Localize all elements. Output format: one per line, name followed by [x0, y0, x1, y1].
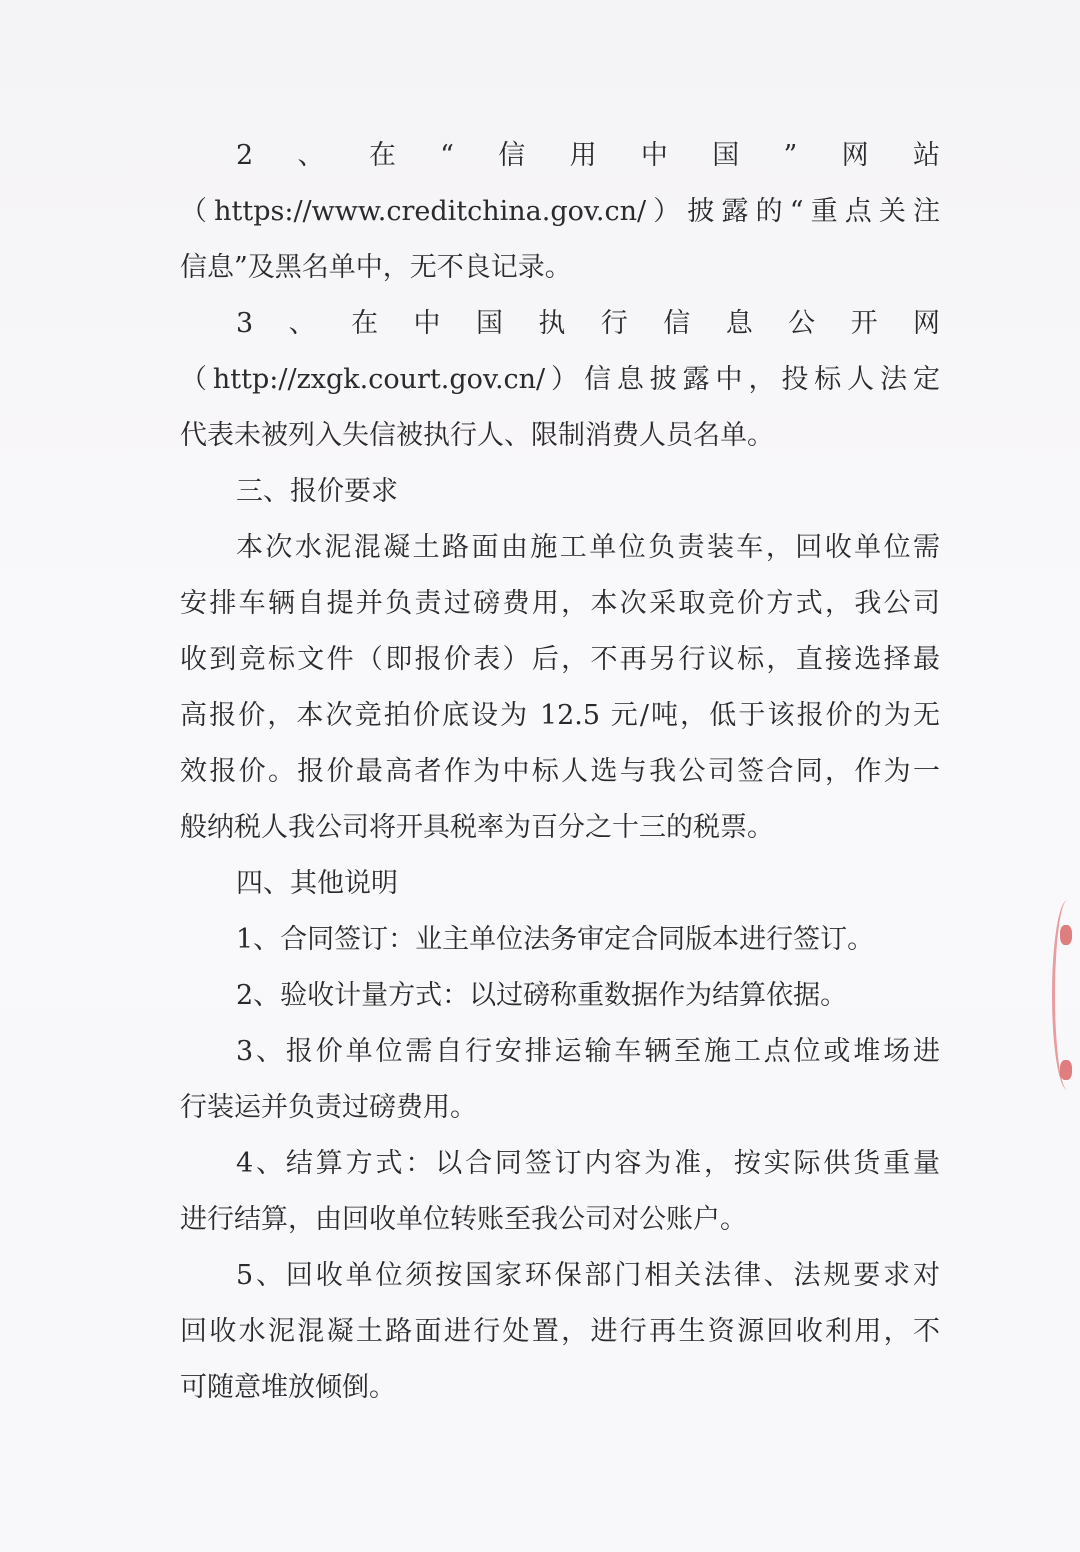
item3-char: 息 — [725, 308, 753, 339]
item3-char: 3 — [236, 308, 254, 339]
item2-char: “ — [440, 140, 454, 171]
section4-item-2: 2、验收计量方式：以过磅称重数据作为结算依据。 — [236, 980, 848, 1011]
section4-item-5-line-2: 回收水泥混凝土路面进行处置，进行再生资源回收利用，不 — [180, 1316, 940, 1347]
item3-char: 网 — [913, 308, 940, 339]
item2-char: 信 — [498, 140, 526, 171]
item2-line-2: （https://www.creditchina.gov.cn/）披露的“重点关注 — [180, 196, 940, 227]
section4-item-4-line-2: 进行结算，由回收单位转账至我公司对公账户。 — [180, 1204, 747, 1235]
item3-char: 在 — [351, 308, 379, 339]
item2-char: 网 — [841, 140, 869, 171]
section4-item-5-line-3: 可随意堆放倾倒。 — [180, 1372, 396, 1403]
item2-line-3: 信息”及黑名单中，无不良记录。 — [180, 252, 572, 283]
section4-item-3-line-2: 行装运并负责过磅费用。 — [180, 1092, 477, 1123]
item3-line-2: （http://zxgk.court.gov.cn/）信息披露中，投标人法定 — [180, 364, 940, 395]
section3-line: 高报价，本次竞拍价底设为 12.5 元/吨，低于该报价的为无 — [180, 700, 940, 731]
seal-stamp-mark — [1060, 925, 1072, 945]
document-body — [180, 128, 940, 1416]
section3-line: 效报价。报价最高者作为中标人选与我公司签合同，作为一 — [180, 756, 940, 787]
section3-line: 般纳税人我公司将开具税率为百分之十三的税票。 — [180, 812, 774, 843]
item2-char: 在 — [368, 140, 396, 171]
item2-char: 2 — [236, 140, 254, 171]
item3-char: 中 — [413, 308, 441, 339]
section4-heading: 四、其他说明 — [236, 868, 398, 899]
section4-item-1: 1、合同签订：业主单位法务审定合同版本进行签订。 — [236, 924, 875, 955]
item3-heading-line — [180, 296, 940, 352]
item3-char: 执 — [538, 308, 566, 339]
item2-heading-line — [180, 128, 940, 184]
section3-heading: 三、报价要求 — [236, 476, 398, 507]
item3-char: 公 — [788, 308, 816, 339]
seal-stamp-mark — [1060, 1060, 1072, 1080]
item2-char: 中 — [640, 140, 668, 171]
section4-item-5-line-1: 5、回收单位须按国家环保部门相关法律、法规要求对 — [236, 1260, 940, 1291]
item2-char: 国 — [712, 140, 740, 171]
item3-char: 国 — [475, 308, 503, 339]
section4-item-3-line-1: 3、报价单位需自行安排运输车辆至施工点位或堆场进 — [236, 1036, 940, 1067]
item3-line-3: 代表未被列入失信被执行人、限制消费人员名单。 — [180, 420, 774, 451]
item3-char: 开 — [850, 308, 878, 339]
item2-char: 、 — [297, 140, 325, 171]
section3-line: 本次水泥混凝土路面由施工单位负责装车，回收单位需 — [236, 532, 940, 563]
section3-line: 安排车辆自提并负责过磅费用，本次采取竞价方式，我公司 — [180, 588, 940, 619]
item3-char: 行 — [600, 308, 628, 339]
item3-char: 、 — [288, 308, 316, 339]
item2-char: 站 — [912, 140, 940, 171]
section4-item-4-line-1: 4、结算方式：以合同签订内容为准，按实际供货重量 — [236, 1148, 940, 1179]
item2-char: 用 — [569, 140, 597, 171]
item3-char: 信 — [663, 308, 691, 339]
section3-line: 收到竞标文件（即报价表）后，不再另行议标，直接选择最 — [180, 644, 940, 675]
item2-char: ” — [783, 140, 798, 171]
